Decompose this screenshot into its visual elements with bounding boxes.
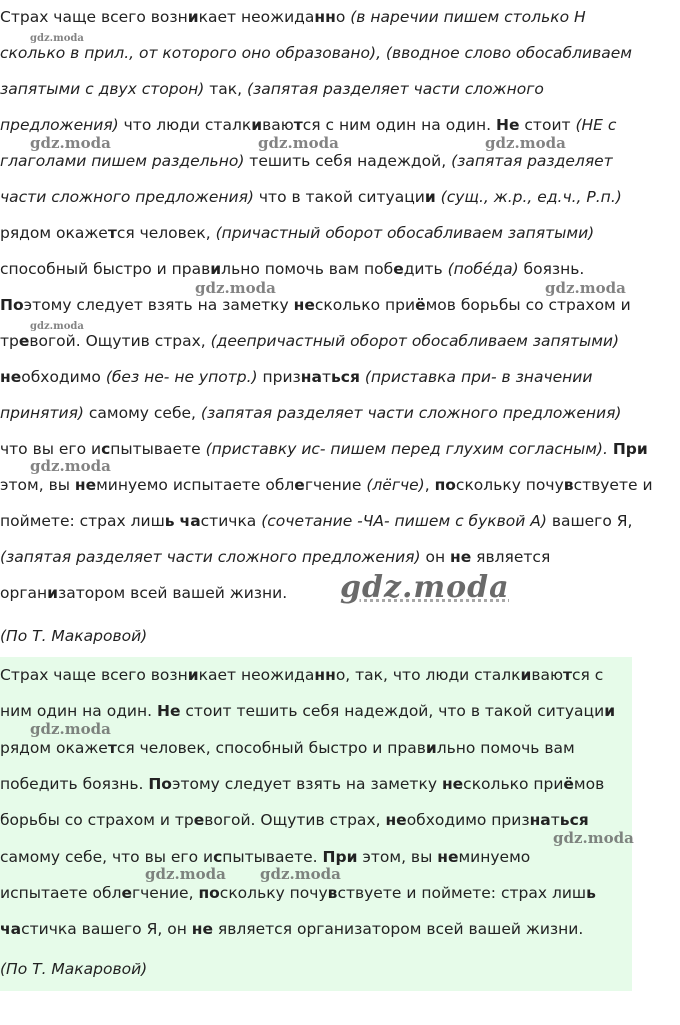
text-run: он bbox=[420, 548, 451, 566]
text-run: поймете: страх лиш bbox=[0, 512, 165, 530]
annotation: глаголами пишем раздельно) bbox=[0, 152, 245, 170]
text-line bbox=[0, 42, 632, 64]
text-run: стоит тешить себя надеждой, что в такой ситуаци bbox=[180, 702, 605, 721]
text-line bbox=[0, 582, 287, 604]
highlight: е bbox=[18, 332, 30, 350]
watermark: gdz.moda bbox=[258, 134, 339, 152]
highlight: е bbox=[121, 883, 132, 902]
highlight: ча bbox=[179, 512, 201, 530]
annotation: (приставка при- в значении bbox=[364, 368, 593, 386]
text-run: тешить себя надеждой, bbox=[244, 152, 452, 170]
highlight: ься bbox=[559, 811, 589, 830]
highlight: Не bbox=[156, 702, 181, 721]
text-run: самому себе, что вы его и bbox=[0, 847, 214, 866]
text-run: т bbox=[321, 368, 331, 386]
watermark: gdz.moda bbox=[545, 279, 626, 297]
text-run: рядом окаже bbox=[0, 738, 108, 757]
text-line bbox=[0, 150, 613, 172]
highlight: не bbox=[74, 476, 97, 494]
text-run: что вы его и bbox=[0, 440, 102, 458]
highlight: ься bbox=[330, 368, 360, 386]
text-run: стичка вашего Я, он bbox=[21, 920, 192, 939]
highlight: ча bbox=[0, 920, 22, 939]
text-run: о, так, что люди сталк bbox=[335, 666, 521, 684]
text-run: ним один на один. bbox=[0, 702, 157, 721]
highlight: т bbox=[107, 738, 117, 757]
analysis-author: (По Т. Макаровой) bbox=[0, 627, 148, 645]
highlight: и bbox=[187, 666, 199, 684]
text-run: этом, вы bbox=[0, 476, 75, 494]
annotation: (сущ., ж.р., ед.ч., Р.п.) bbox=[440, 188, 622, 206]
highlight: и bbox=[251, 116, 263, 134]
text-run: приз bbox=[257, 368, 301, 386]
highlight: на bbox=[300, 368, 322, 386]
text-run: Страх чаще всего возн bbox=[0, 666, 188, 684]
annotation: принятия) bbox=[0, 404, 84, 422]
highlight: ё bbox=[563, 774, 574, 793]
annotation: (побе́да) bbox=[447, 260, 519, 278]
text-run: ся с bbox=[572, 666, 604, 684]
highlight: и bbox=[425, 738, 437, 757]
watermark: gdz.moda bbox=[260, 865, 341, 883]
text-line bbox=[0, 664, 603, 686]
text-run: вашего Я, bbox=[546, 512, 633, 530]
text-line bbox=[0, 809, 589, 831]
highlight: с bbox=[213, 847, 223, 866]
text-line bbox=[0, 474, 653, 496]
text-run: сколько при bbox=[314, 296, 416, 314]
annotation: предложения) bbox=[0, 116, 119, 134]
annotation: (без не- не употр.) bbox=[105, 368, 258, 386]
annotation: (НЕ с bbox=[575, 116, 617, 134]
text-run: рядом окаже bbox=[0, 224, 108, 242]
text-line bbox=[0, 737, 575, 759]
text-run: орган bbox=[0, 584, 48, 602]
text-run: борьбы со страхом и тр bbox=[0, 811, 194, 830]
text-run: стоит bbox=[519, 116, 576, 134]
watermark: gdz.moda bbox=[145, 865, 226, 883]
text-run: сколько при bbox=[463, 774, 564, 793]
text-run: ствуете и поймете: страх лиш bbox=[337, 883, 587, 902]
highlight: по bbox=[198, 883, 220, 902]
watermark: gdz.moda bbox=[553, 829, 634, 847]
text-line bbox=[0, 366, 592, 388]
annotation: (лёгче) bbox=[366, 476, 425, 494]
text-run: гчение bbox=[304, 476, 367, 494]
text-line bbox=[0, 546, 550, 568]
highlight: нн bbox=[314, 666, 336, 684]
text-line bbox=[0, 510, 632, 532]
annotation: запятыми с двух сторон) bbox=[0, 80, 205, 98]
watermark: gdz.moda bbox=[30, 134, 111, 152]
text-run: этом, вы bbox=[357, 847, 438, 866]
watermark: gdz.moda bbox=[30, 321, 84, 332]
highlight: нн bbox=[314, 8, 336, 26]
text-run: ваю bbox=[531, 666, 564, 684]
text-run: ваю bbox=[262, 116, 294, 134]
text-run: мов bbox=[573, 774, 605, 793]
highlight: в bbox=[563, 476, 574, 494]
text-run: вогой. Ощутив страх, bbox=[29, 332, 211, 350]
text-run: кает неожида bbox=[198, 8, 315, 26]
highlight: не bbox=[293, 296, 315, 314]
text-line bbox=[0, 222, 594, 244]
text-run: этому следует взять на заметку bbox=[23, 296, 294, 314]
text-run: пытываете bbox=[110, 440, 206, 458]
text-run: обходимо bbox=[21, 368, 106, 386]
text-run: что в такой ситуаци bbox=[253, 188, 425, 206]
highlight: не bbox=[437, 847, 459, 866]
text-run: победить боязнь. bbox=[0, 774, 149, 793]
text-run: , bbox=[424, 476, 435, 494]
text-run: обходимо приз bbox=[406, 811, 530, 830]
annotation: (запятая разделяет bbox=[451, 152, 613, 170]
annotation: сколько в прил., от которого оно образовано), (вводное слово обосабливаем bbox=[0, 44, 632, 62]
highlight: е bbox=[193, 811, 205, 830]
text-run: Страх чаще всего возн bbox=[0, 8, 188, 26]
text-run: этому следует взять на заметку bbox=[171, 774, 442, 793]
highlight: е bbox=[294, 476, 305, 494]
watermark: gdz.moda bbox=[30, 33, 84, 44]
text-run: гчение, bbox=[132, 883, 199, 902]
highlight: и bbox=[47, 584, 58, 602]
annotation: (приставку ис- пишем перед глухим согласным). bbox=[205, 440, 608, 458]
text-run: так, bbox=[204, 80, 247, 98]
text-line bbox=[0, 918, 583, 940]
highlight: с bbox=[101, 440, 111, 458]
text-run: скольку почу bbox=[219, 883, 328, 902]
highlight: При bbox=[322, 847, 358, 866]
highlight: и bbox=[520, 666, 532, 684]
watermark: gdz.moda bbox=[30, 457, 111, 475]
watermark: gdz.moda bbox=[485, 134, 566, 152]
highlight: не bbox=[191, 920, 213, 939]
text-run: ствуете и bbox=[573, 476, 653, 494]
highlight: не bbox=[385, 811, 407, 830]
annotation: (запятая разделяет части сложного bbox=[246, 80, 544, 98]
highlight: Не bbox=[495, 116, 520, 134]
text-run: т bbox=[550, 811, 560, 830]
text-run: стичка bbox=[200, 512, 262, 530]
highlight: на bbox=[529, 811, 551, 830]
text-run: ся человек, способный быстро и прав bbox=[116, 738, 426, 757]
text-run: тр bbox=[0, 332, 19, 350]
text-run: кает неожида bbox=[198, 666, 315, 684]
highlight: По bbox=[148, 774, 172, 793]
text-line bbox=[0, 402, 621, 424]
highlight: и bbox=[424, 188, 436, 206]
text-run: о bbox=[335, 8, 351, 26]
text-run: является bbox=[471, 548, 551, 566]
highlight: т bbox=[107, 224, 117, 242]
clean-text-panel bbox=[0, 657, 632, 991]
annotation: (запятая разделяет части сложного предложения) bbox=[200, 404, 622, 422]
text-run: минуемо испытаете обл bbox=[96, 476, 295, 494]
text-run: что люди сталк bbox=[118, 116, 252, 134]
highlight: По bbox=[0, 296, 24, 314]
text-line bbox=[0, 773, 604, 795]
text-line bbox=[0, 6, 586, 28]
highlight: При bbox=[612, 440, 648, 458]
annotation: (причастный оборот обосабливаем запятыми) bbox=[215, 224, 595, 242]
text-run: способный быстро и прав bbox=[0, 260, 211, 278]
text-line bbox=[0, 882, 596, 904]
text-run: мов борьбы со страхом и bbox=[425, 296, 631, 314]
text-run: дить bbox=[403, 260, 448, 278]
highlight: не bbox=[450, 548, 472, 566]
text-run: ся человек, bbox=[116, 224, 216, 242]
watermark-large: gdz.moda bbox=[340, 570, 510, 605]
text-run: льно помочь вам поб bbox=[221, 260, 394, 278]
text-line bbox=[0, 330, 619, 352]
highlight: и bbox=[187, 8, 199, 26]
text-run: льно помочь вам bbox=[436, 738, 575, 757]
text-line bbox=[0, 700, 615, 722]
text-line bbox=[0, 78, 544, 100]
text-run: является организатором всей вашей жизни. bbox=[213, 920, 584, 939]
highlight: в bbox=[327, 883, 338, 902]
text-run: боязнь. bbox=[518, 260, 585, 278]
watermark: gdz.moda bbox=[195, 279, 276, 297]
text-run: скольку почу bbox=[455, 476, 564, 494]
highlight: ё bbox=[415, 296, 426, 314]
highlight: не bbox=[441, 774, 464, 793]
text-line bbox=[0, 294, 631, 316]
text-run: самому себе, bbox=[83, 404, 201, 422]
annotation: (деепричастный оборот обосабливаем запятыми) bbox=[210, 332, 620, 350]
annotation: (в наречии пишем столько Н bbox=[350, 8, 586, 26]
highlight: и bbox=[210, 260, 222, 278]
highlight: е bbox=[393, 260, 404, 278]
highlight: и bbox=[604, 702, 616, 721]
highlight: ь bbox=[586, 883, 596, 902]
text-run: минуемо bbox=[458, 847, 531, 866]
watermark: gdz.moda bbox=[30, 720, 111, 738]
text-line bbox=[0, 186, 622, 208]
text-line bbox=[0, 258, 584, 280]
text-run: испытаете обл bbox=[0, 883, 122, 902]
highlight: ь bbox=[164, 512, 175, 530]
highlight: не bbox=[0, 368, 22, 386]
annotation: (запятая разделяет части сложного предложения) bbox=[0, 548, 421, 566]
annotation: части сложного предложения) bbox=[0, 188, 254, 206]
clean-author: (По Т. Макаровой) bbox=[0, 960, 148, 978]
text-run: ся с ним один на один. bbox=[302, 116, 496, 134]
text-run: затором всей вашей жизни. bbox=[57, 584, 288, 602]
highlight: т bbox=[293, 116, 303, 134]
text-run: пытываете. bbox=[222, 847, 323, 866]
highlight: т bbox=[563, 666, 573, 684]
annotation: (сочетание -ЧА- пишем с буквой А) bbox=[261, 512, 547, 530]
highlight: по bbox=[434, 476, 456, 494]
text-line bbox=[0, 114, 616, 136]
text-run: вогой. Ощутив страх, bbox=[204, 811, 386, 830]
